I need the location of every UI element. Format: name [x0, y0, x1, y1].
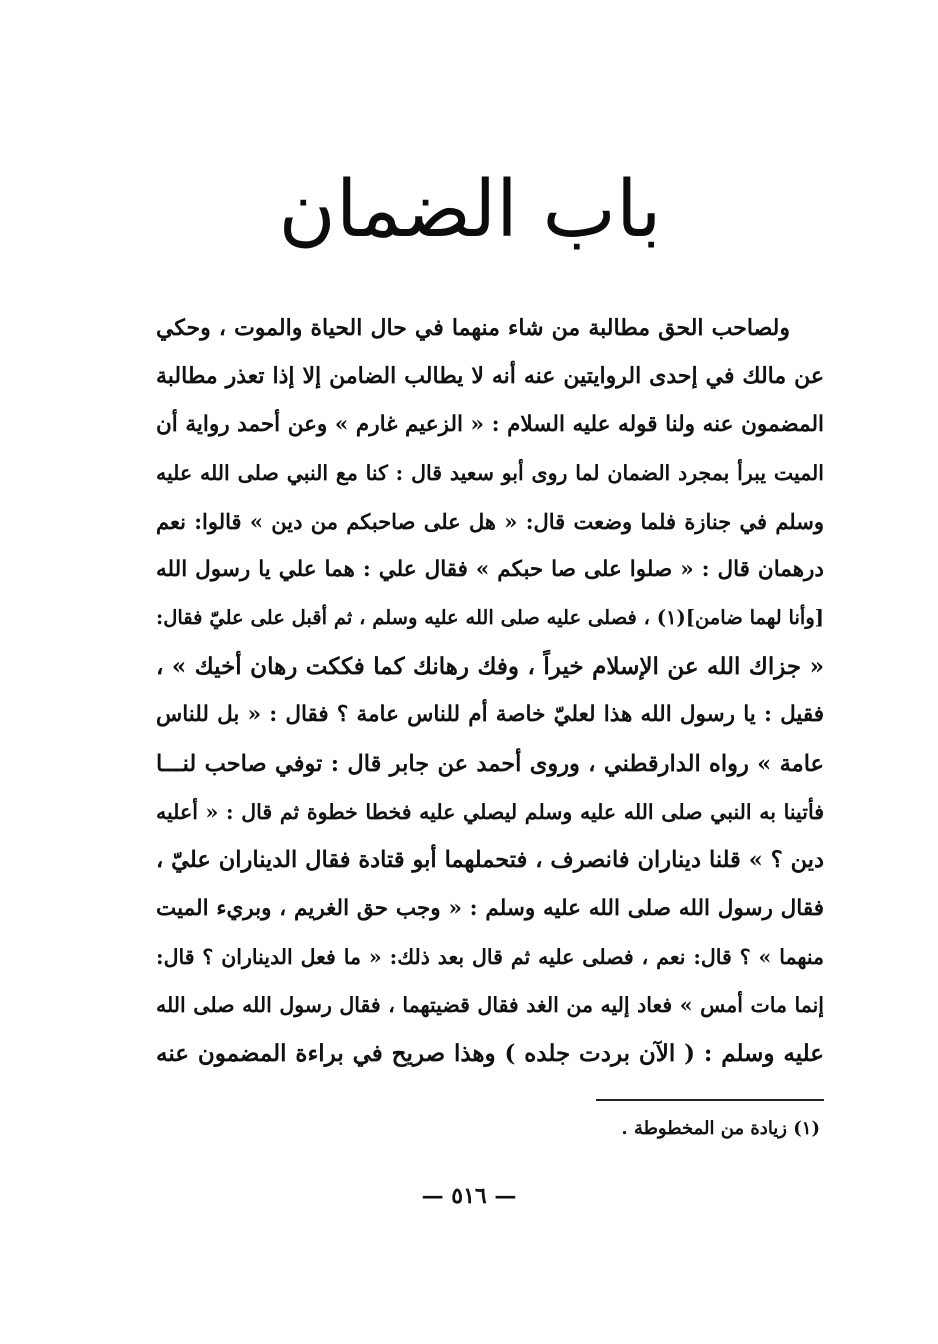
body-text	[156, 304, 824, 1078]
page-number: — ٥١٦ —	[421, 1183, 517, 1209]
text-line: [وأنا لهما ضامن](١) ، فصلى عليه صلى الله عليه وسلم ، ثم أقبل على عليّ فقال:	[156, 606, 824, 630]
text-line: المضمون عنه ولنا قوله عليه السلام : « الزعيم غارم » وعن أحمد رواية أن	[156, 411, 824, 437]
footnote: (١) زيادة من المخطوطة .	[621, 1118, 820, 1139]
text-line: فقيل : يا رسول الله هذا لعليّ خاصة أم للناس عامة ؟ فقال : « بل للناس	[156, 702, 824, 728]
text-line: منهما » ؟ قال: نعم ، فصلى عليه ثم قال بعد ذلك: « ما فعل الديناران ؟ قال:	[156, 945, 824, 970]
text-line: فأتينا به النبي صلى الله عليه وسلم ليصلي عليه فخطا خطوة ثم قال : « أعليه	[156, 799, 824, 824]
text-line: عن مالك في إحدى الروايتين عنه أنه لا يطالب الضامن إلا إذا تعذر مطالبة	[156, 363, 824, 390]
text-line: ولصاحب الحق مطالبة من شاء منهما في حال الحياة والموت ، وحكي	[156, 315, 790, 341]
text-line: عليه وسلم : ( الآن بردت جلده ) وهذا صريح في براءة المضمون عنه	[156, 1039, 824, 1067]
text-line: عامة » رواه الدارقطني ، وروى أحمد عن جابر قال : توفي صاحب لنـــا	[156, 750, 824, 777]
text-line: إنما مات أمس » فعاد إليه من الغد فقال قضيتهما ، فقال رسول الله صلى الله	[156, 993, 824, 1018]
text-line: الميت يبرأ بمجرد الضمان لما روى أبو سعيد قال : كنا مع النبي صلى الله عليه	[156, 461, 824, 486]
footnote-divider	[596, 1099, 824, 1101]
chapter-heading: باب الضمان	[278, 165, 662, 255]
text-line: « جزاك الله عن الإسلام خيراً ، وفك رهانك كما فككت رهان أخيك » ،	[156, 652, 824, 680]
text-line: فقال رسول الله صلى الله عليه وسلم : « وجب حق الغريم ، وبريء الميت	[156, 895, 824, 921]
text-line: وسلم في جنازة فلما وضعت قال: « هل على صاحبكم من دين » قالوا: نعم	[156, 508, 824, 534]
text-line: دين ؟ » قلنا ديناران فانصرف ، فتحملهما أبو قتادة فقال الديناران عليّ ،	[156, 847, 824, 874]
text-line: درهمان قال : « صلوا على صا حبكم » فقال علي : هما علي يا رسول الله	[156, 556, 824, 582]
